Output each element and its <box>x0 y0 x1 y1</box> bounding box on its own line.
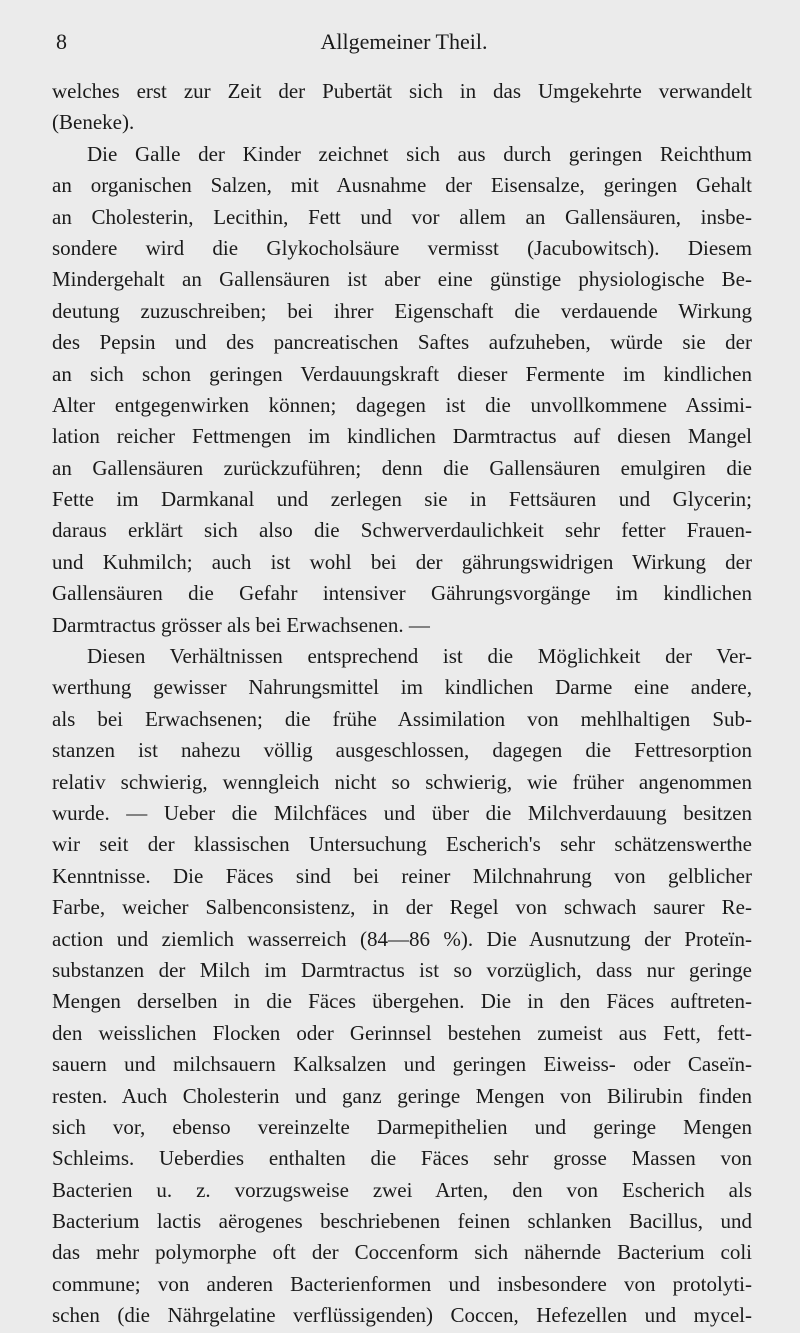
body-text <box>52 76 752 1332</box>
text-line: und Kuhmilch; auch ist wohl bei der gährungswidrigen Wirkung der <box>52 549 752 574</box>
text-line: wurde. — Ueber die Milchfäces und über die Milchverdauung besitzen <box>52 800 752 825</box>
text-line: (Beneke). <box>52 110 135 135</box>
text-line: sauern und milchsauern Kalksalzen und geringen Eiweiss- oder Caseïn- <box>52 1052 752 1077</box>
text-line: werthung gewisser Nahrungsmittel im kindlichen Darme eine andere, <box>52 675 752 700</box>
text-line: Farbe, weicher Salbenconsistenz, in der Regel von schwach saurer Re- <box>52 895 752 920</box>
text-line: an organischen Salzen, mit Ausnahme der Eisensalze, geringen Gehalt <box>52 173 752 198</box>
text-line: Kenntnisse. Die Fäces sind bei reiner Milchnahrung von gelblicher <box>52 863 752 888</box>
page-header <box>56 28 752 56</box>
text-line: sondere wird die Glykocholsäure vermisst (Jacubowitsch). Diesem <box>52 235 752 260</box>
text-line: Mindergehalt an Gallensäuren ist aber eine günstige physiologische Be- <box>52 267 752 292</box>
text-line: schen (die Nährgelatine verflüssigenden) Coccen, Hefezellen und mycel- <box>52 1303 752 1328</box>
text-line: an Gallensäuren zurückzuführen; denn die Gallensäuren emulgiren die <box>52 455 752 480</box>
text-line: den weisslichen Flocken oder Gerinnsel bestehen zumeist aus Fett, fett- <box>52 1020 752 1045</box>
text-line: Bacterien u. z. vorzugsweise zwei Arten, den von Escherich als <box>52 1177 752 1202</box>
text-line: Bacterium lactis aërogenes beschriebenen feinen schlanken Bacillus, und <box>52 1209 752 1234</box>
running-head: Allgemeiner Theil. <box>320 29 488 54</box>
text-line: daraus erklärt sich also die Schwerverdaulichkeit sehr fetter Frauen- <box>52 518 752 543</box>
text-line: Alter entgegenwirken können; dagegen ist die unvollkommene Assimi- <box>52 392 752 417</box>
text-line: Diesen Verhältnissen entsprechend ist die Möglichkeit der Ver- <box>87 644 752 669</box>
page-number: 8 <box>56 29 67 54</box>
text-line: als bei Erwachsenen; die frühe Assimilation von mehlhaltigen Sub- <box>52 706 752 731</box>
text-line: substanzen der Milch im Darmtractus ist so vorzüglich, dass nur geringe <box>52 957 752 982</box>
text-line: Fette im Darmkanal und zerlegen sie in Fettsäuren und Glycerin; <box>52 487 752 512</box>
text-line: stanzen ist nahezu völlig ausgeschlossen, dagegen die Fettresorption <box>52 738 752 763</box>
text-line: commune; von anderen Bacterienformen und insbesondere von protolyti- <box>52 1271 752 1296</box>
text-line: Darmtractus grösser als bei Erwachsenen. — <box>52 612 430 637</box>
text-line: Die Galle der Kinder zeichnet sich aus durch geringen Reichthum <box>87 141 752 166</box>
text-line: das mehr polymorphe oft der Coccenform sich nähernde Bacterium coli <box>52 1240 752 1265</box>
text-line: deutung zuzuschreiben; bei ihrer Eigenschaft die verdauende Wirkung <box>52 298 752 323</box>
text-line: relativ schwierig, wenngleich nicht so schwierig, wie früher angenommen <box>52 769 752 794</box>
text-line: an sich schon geringen Verdauungskraft dieser Fermente im kindlichen <box>52 361 752 386</box>
text-line: resten. Auch Cholesterin und ganz geringe Mengen von Bilirubin finden <box>52 1083 752 1108</box>
text-line: Gallensäuren die Gefahr intensiver Gährungsvorgänge im kindlichen <box>52 581 752 606</box>
text-line: des Pepsin und des pancreatischen Saftes aufzuheben, würde sie der <box>52 330 752 355</box>
text-line: action und ziemlich wasserreich (84—86 %). Die Ausnutzung der Proteïn- <box>52 926 752 951</box>
text-line: sich vor, ebenso vereinzelte Darmepithelien und geringe Mengen <box>52 1114 752 1139</box>
text-line: an Cholesterin, Lecithin, Fett und vor allem an Gallensäuren, insbe- <box>52 204 752 229</box>
text-line: lation reicher Fettmengen im kindlichen Darmtractus auf diesen Mangel <box>52 424 752 449</box>
text-line: welches erst zur Zeit der Pubertät sich in das Umgekehrte verwandelt <box>52 79 752 103</box>
text-line: wir seit der klassischen Untersuchung Escherich's sehr schätzenswerthe <box>52 832 752 857</box>
text-line: Mengen derselben in die Fäces übergehen. Die in den Fäces auftreten- <box>52 989 752 1014</box>
text-line: Schleims. Ueberdies enthalten die Fäces sehr grosse Massen von <box>52 1146 752 1171</box>
